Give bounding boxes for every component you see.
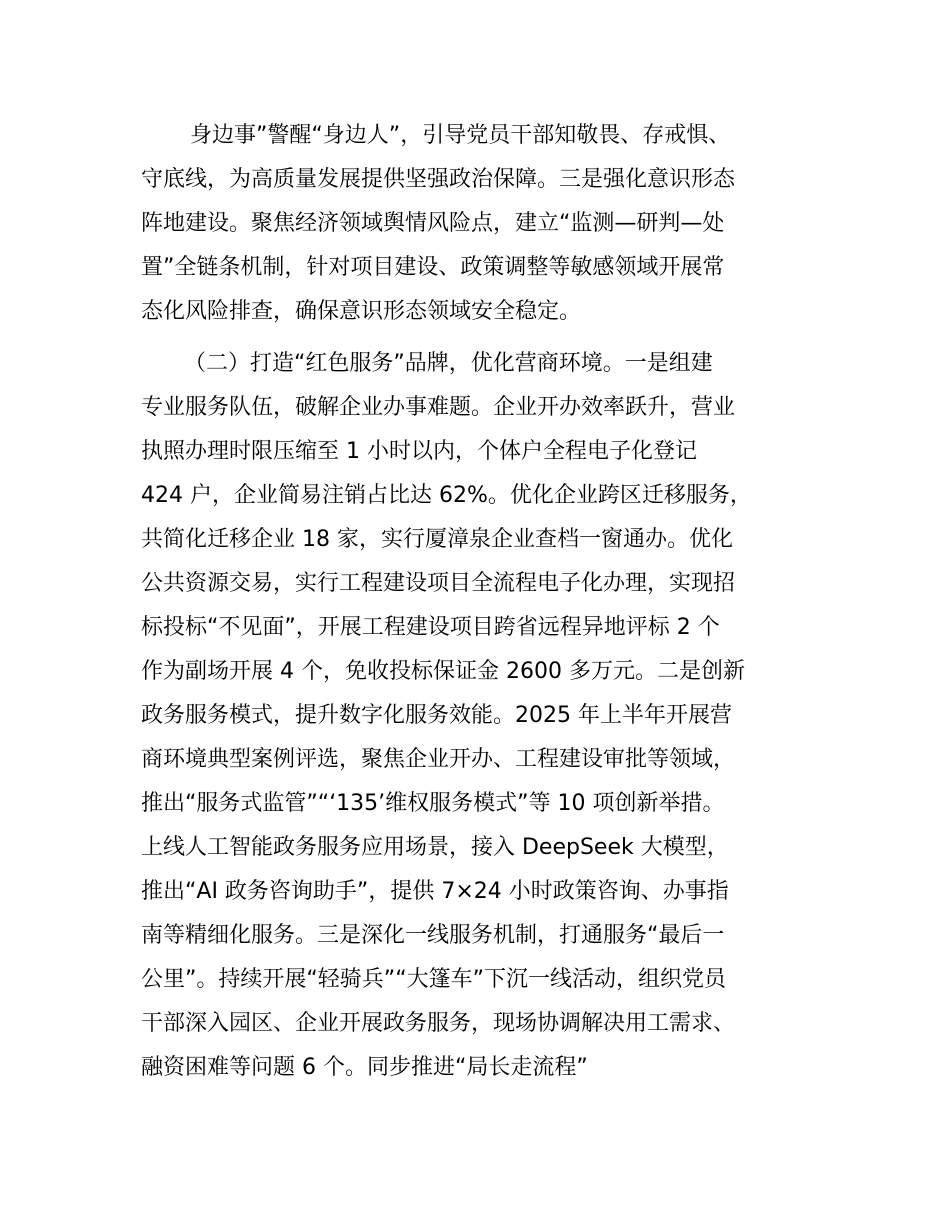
text-line: 执照办理时限压缩至 1 小时以内，个体户全程电子化登记 — [141, 439, 697, 464]
text-line: 守底线，为高质量发展提供坚强政治保障。三是强化意识形态 — [141, 167, 736, 192]
text-line: 推出“服务式监管”“‘135’维权服务模式”等 10 项创新举措。 — [141, 791, 725, 816]
text-line: 阵地建设。聚焦经济领域舆情风险点，建立“监测—研判—处 — [141, 211, 725, 236]
text-line: 商环境典型案例评选，聚焦企业开办、工程建设审批等领域， — [141, 747, 736, 772]
text-line: 专业服务队伍，破解企业办事难题。企业开办效率跃升，营业 — [141, 395, 736, 420]
text-line: 干部深入园区、企业开展政务服务，现场协调解决用工需求、 — [141, 1011, 736, 1036]
text-line: 政务服务模式，提升数字化服务效能。2025 年上半年开展营 — [141, 703, 732, 728]
text-line: 424 户，企业简易注销占比达 62%。优化企业跨区迁移服务， — [141, 483, 752, 508]
text-line: 身边事”警醒“身边人”，引导党员干部知敬畏、存戒惧、 — [190, 123, 731, 148]
text-line: 上线人工智能政务服务应用场景，接入 DeepSeek 大模型， — [141, 835, 729, 860]
text-line: 标投标“不见面”，开展工程建设项目跨省远程异地评标 2 个 — [141, 615, 720, 640]
text-line: 作为副场开展 4 个，免收投标保证金 2600 多万元。二是创新 — [141, 659, 745, 684]
text-line: 态化风险排查，确保意识形态领域安全稳定。 — [141, 299, 582, 324]
text-line: 推出“AI 政务咨询助手”，提供 7×24 小时政策咨询、办事指 — [141, 879, 729, 904]
text-line: 共简化迁移企业 18 家，实行厦漳泉企业查档一窗通办。优化 — [141, 527, 733, 552]
text-line: 公共资源交易，实行工程建设项目全流程电子化办理，实现招 — [141, 571, 736, 596]
text-line: （二）打造“红色服务”品牌，优化营商环境。一是组建 — [184, 351, 713, 376]
text-line: 南等精细化服务。三是深化一线服务机制，打通服务“最后一 — [141, 923, 725, 948]
text-line: 融资困难等问题 6 个。同步推进“局长走流程” — [141, 1055, 588, 1080]
text-line: 置”全链条机制，针对项目建设、政策调整等敏感领域开展常 — [141, 255, 725, 280]
text-line: 公里”。持续开展“轻骑兵”“大篷车”下沉一线活动，组织党员 — [141, 967, 726, 992]
